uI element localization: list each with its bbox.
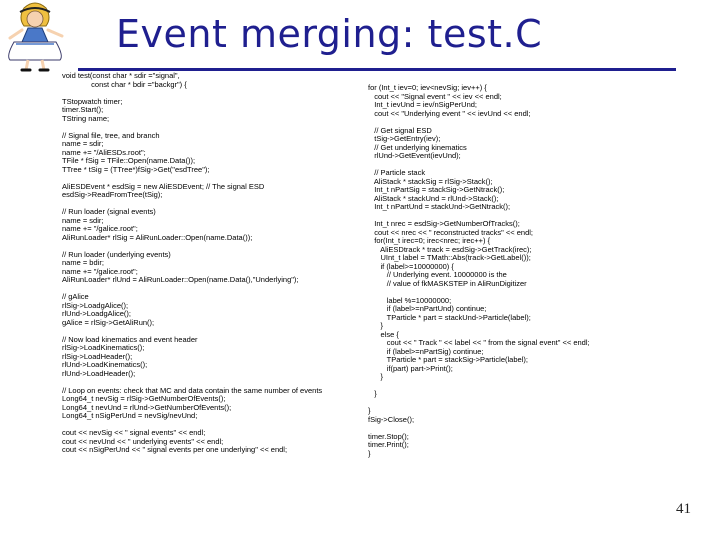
code-line: gAlice = rlSig->GetAliRun();: [62, 317, 155, 327]
code-line: fSig->Close();: [368, 414, 415, 424]
code-line: name = sdir;: [62, 215, 104, 225]
code-line: timer.Print();: [368, 440, 409, 449]
code-line: // Particle stack: [368, 168, 426, 177]
code-line: Long64_t nevUnd = rlUnd->GetNumberOfEvents();: [62, 402, 232, 412]
code-line: rlUnd->GetEvent(ievUnd);: [368, 151, 461, 160]
code-listing-left: [62, 72, 322, 455]
code-line: // Signal file, tree, and branch: [62, 130, 160, 140]
code-line: AliStack * stackUnd = rlUnd->Stack();: [368, 193, 499, 203]
code-line: // gAlice: [62, 292, 89, 301]
code-line: Long64_t nSigPerUnd = nevSig/nevUnd;: [62, 411, 198, 420]
code-line: name += "/AliESDs.root";: [62, 147, 146, 157]
code-line: rlSig->LoadgAlice();: [62, 300, 129, 310]
code-line: cout << nevSig << " signal events" << endl;: [62, 428, 206, 437]
code-line: // Get underlying kinematics: [368, 142, 467, 152]
slide-title: Event merging: test.C: [116, 12, 543, 56]
code-line: Int_t nPartUnd = stackUnd->GetNtrack();: [368, 202, 511, 211]
code-line: cout << nrec << " reconstructed tracks" << endl;: [368, 227, 533, 237]
code-line: name = bdir;: [62, 258, 104, 267]
code-line: cout << " Track " << label << " from the signal event" << endl;: [368, 338, 590, 347]
code-line: label %=10000000;: [368, 295, 452, 305]
code-line: if (label>=nPartUnd) continue;: [368, 304, 487, 313]
code-line: rlUnd->LoadKinematics();: [62, 360, 148, 369]
code-line: // Run loader (signal events): [62, 207, 156, 216]
code-line: }: [368, 372, 384, 381]
code-line: timer.Start();: [62, 105, 104, 114]
code-line: AliESDtrack * track = esdSig->GetTrack(irec);: [368, 244, 532, 254]
code-line: timer.Stop();: [368, 431, 409, 441]
code-line: if(part) part->Print();: [368, 363, 453, 373]
code-line: AliStack * stackSig = rlSig->Stack();: [368, 176, 493, 186]
code-line: else {: [368, 329, 399, 339]
code-line: UInt_t label = TMath::Abs(track->GetLabel());: [368, 253, 531, 262]
code-line: }: [368, 389, 377, 398]
code-listing-right: [368, 84, 590, 458]
code-line: Int_t ievUnd = iev/nSigPerUnd;: [368, 100, 478, 109]
code-line: rlSig->LoadKinematics();: [62, 343, 145, 352]
code-line: AliRunLoader* rlSig = AliRunLoader::Open(name.Data());: [62, 232, 253, 242]
code-line: for (Int_t iev=0; iev<nevSig; iev++) {: [368, 83, 487, 92]
code-line: TParticle * part = stackUnd->Particle(label);: [368, 312, 531, 322]
alice-figure-icon: [2, 0, 72, 74]
code-line: // value of fkMASKSTEP in AliRunDigitizer: [368, 278, 527, 288]
code-line: Int_t nPartSig = stackSig->GetNtrack();: [368, 185, 505, 194]
code-line: cout << nevUnd << " underlying events" << endl;: [62, 436, 224, 446]
code-line: }: [368, 406, 371, 415]
code-line: TParticle * part = stackSig->Particle(label);: [368, 355, 528, 364]
code-line: }: [368, 448, 371, 458]
code-line: esdSig->ReadFromTree(tSig);: [62, 190, 163, 199]
code-line: for(Int_t irec=0; irec<nrec; irec++) {: [368, 236, 491, 245]
code-line: AliESDEvent * esdSig = new AliESDEvent; // The signal ESD: [62, 181, 265, 191]
code-line: void test(const char * sdir ="signal",: [62, 71, 180, 80]
code-line: cout << "Signal event " << iev << endl;: [368, 91, 502, 101]
code-line: rlUnd->LoadgAlice();: [62, 309, 131, 318]
code-line: // Run loader (underlying events): [62, 249, 171, 259]
code-line: TFile * fSig = TFile::Open(name.Data());: [62, 156, 196, 165]
code-line: Long64_t nevSig = rlSig->GetNumberOfEvents();: [62, 394, 226, 403]
code-line: if (label>=10000000) {: [368, 261, 454, 271]
code-line: const char * bdir ="backgr") {: [62, 79, 187, 89]
code-line: name += "/galice.root";: [62, 224, 138, 233]
code-line: TStopwatch timer;: [62, 96, 123, 106]
code-line: name += "/galice.root";: [62, 266, 138, 276]
page-number: 41: [676, 501, 691, 517]
code-line: // Underlying event. 10000000 is the: [368, 270, 507, 279]
code-line: TTree * tSig = (TTree*)fSig->Get("esdTree");: [62, 164, 210, 174]
code-line: // Now load kinematics and event header: [62, 334, 198, 344]
code-line: if (label>=nPartSig) continue;: [368, 346, 484, 356]
code-line: // Loop on events: check that MC and data contain the same number of events: [62, 385, 323, 395]
code-line: tSig->GetEntry(iev);: [368, 134, 441, 143]
code-line: rlSig->LoadHeader();: [62, 351, 133, 361]
code-line: name = sdir;: [62, 139, 104, 148]
code-line: AliRunLoader* rlUnd = AliRunLoader::Open(name.Data(),"Underlying");: [62, 275, 299, 284]
code-line: Int_t nrec = esdSig->GetNumberOfTracks();: [368, 219, 520, 228]
code-line: cout << nSigPerUnd << " signal events per one underlying" << endl;: [62, 445, 288, 454]
code-line: cout << "Underlying event " << ievUnd << endl;: [368, 108, 531, 118]
code-line: }: [368, 321, 384, 330]
code-line: // Get signal ESD: [368, 125, 432, 135]
code-line: rlUnd->LoadHeader();: [62, 368, 136, 378]
code-line: TString name;: [62, 113, 110, 123]
